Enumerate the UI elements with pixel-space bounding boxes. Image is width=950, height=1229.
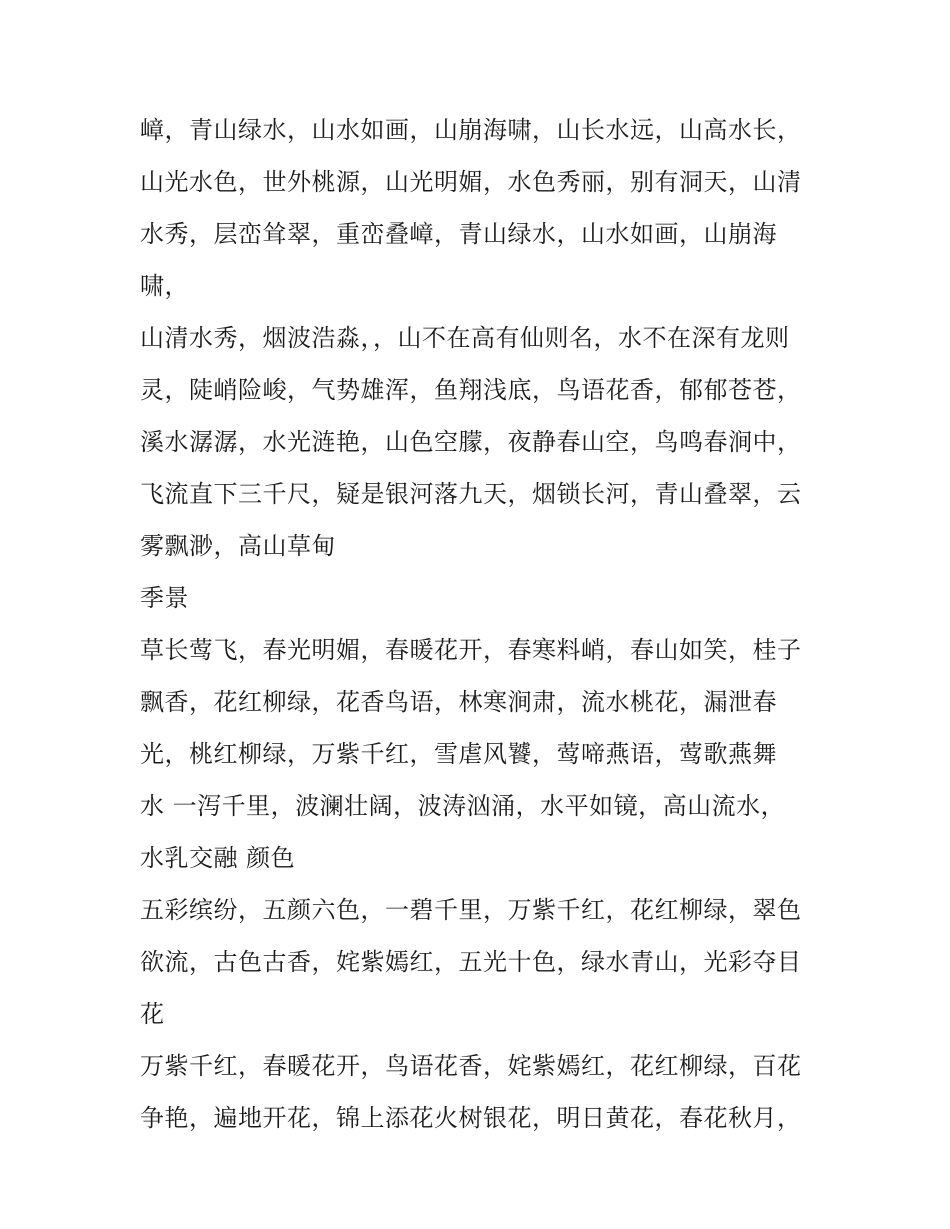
section-heading: 季景 bbox=[140, 584, 189, 612]
text-line: 水秀，层峦耸翠，重峦叠嶂，青山绿水，山水如画，山崩海 bbox=[140, 220, 777, 248]
text-line: 嶂，青山绿水，山水如画，山崩海啸，山长水远，山高水长， bbox=[140, 116, 802, 144]
text-line: 啸， bbox=[140, 272, 189, 300]
body-text bbox=[140, 104, 830, 1144]
text-line: 水乳交融 颜色 bbox=[140, 844, 296, 872]
text-line: 灵，陡峭险峻，气势雄浑，鱼翔浅底，鸟语花香，郁郁苍苍， bbox=[140, 376, 802, 404]
section-heading: 花 bbox=[140, 1000, 165, 1028]
text-line: 雾飘渺，高山草甸 bbox=[140, 532, 336, 560]
text-line: 飞流直下三千尺，疑是银河落九天，烟锁长河，青山叠翠，云 bbox=[140, 480, 802, 508]
text-line: 草长莺飞，春光明媚，春暖花开，春寒料峭，春山如笑，桂子 bbox=[140, 636, 802, 664]
text-line: 五彩缤纷，五颜六色，一碧千里，万紫千红，花红柳绿，翠色 bbox=[140, 896, 802, 924]
text-line: 飘香，花红柳绿，花香鸟语，林寒涧肃，流水桃花，漏泄春 bbox=[140, 688, 777, 716]
text-line: 山光水色，世外桃源，山光明媚，水色秀丽，别有洞天，山清 bbox=[140, 168, 802, 196]
text-line: 万紫千红，春暖花开，鸟语花香，姹紫嫣红，花红柳绿，百花 bbox=[140, 1052, 802, 1080]
text-line: 欲流，古色古香，姹紫嫣红，五光十色，绿水青山，光彩夺目 bbox=[140, 948, 802, 976]
text-line: 争艳，遍地开花，锦上添花火树银花，明日黄花，春花秋月， bbox=[140, 1104, 802, 1132]
text-line: 山清水秀，烟波浩淼，，山不在高有仙则名，水不在深有龙则 bbox=[140, 324, 790, 352]
text-line: 水 一泻千里，波澜壮阔，波涛汹涌，水平如镜，高山流水， bbox=[140, 792, 786, 820]
text-line: 溪水潺潺，水光涟艳，山色空朦，夜静春山空，鸟鸣春涧中， bbox=[140, 428, 802, 456]
text-line: 光，桃红柳绿，万紫千红，雪虐风饕，莺啼燕语，莺歌燕舞 bbox=[140, 740, 777, 768]
